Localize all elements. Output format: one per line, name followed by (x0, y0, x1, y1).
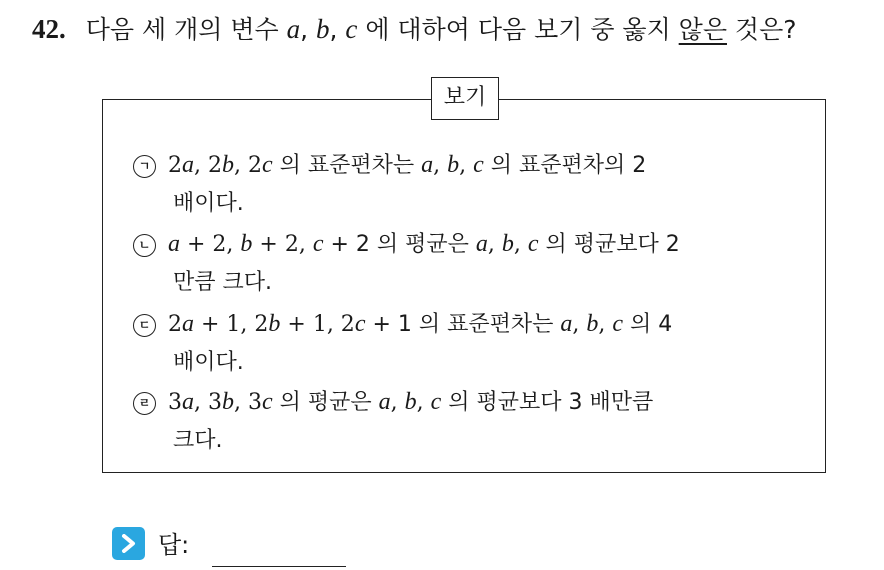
bogi-item-3: ㄷ 2a + 1, 2b + 1, 2c + 1 의 표준편차는 a, b, c 의 4 배이다. (133, 305, 672, 382)
question-number: 42. (32, 14, 66, 44)
arrow-right-icon (112, 527, 145, 560)
item-marker: ㄷ (133, 314, 156, 337)
bogi-item-4: ㄹ 3a, 3b, 3c 의 평균은 a, b, c 의 평균보다 3 배만큼 크다. (133, 383, 653, 460)
underlined-word: 않은 (678, 15, 727, 44)
bogi-title: 보기 (431, 77, 499, 120)
answer-label: 답: (158, 531, 190, 559)
item-marker: ㄹ (133, 392, 156, 415)
item-marker: ㄱ (133, 155, 156, 178)
question: 42. 다음 세 개의 변수 a, b, c 에 대하여 다음 보기 중 옳지 않은 것은? (32, 14, 797, 44)
item-marker: ㄴ (133, 234, 156, 257)
bogi-item-1: ㄱ 2a, 2b, 2c 의 표준편차는 a, b, c 의 표준편차의 2 배이다. (133, 146, 646, 223)
bogi-item-2: ㄴ a + 2, b + 2, c + 2 의 평균은 a, b, c 의 평균보다 2 만큼 크다. (133, 225, 680, 302)
answer-blank[interactable] (212, 566, 346, 567)
